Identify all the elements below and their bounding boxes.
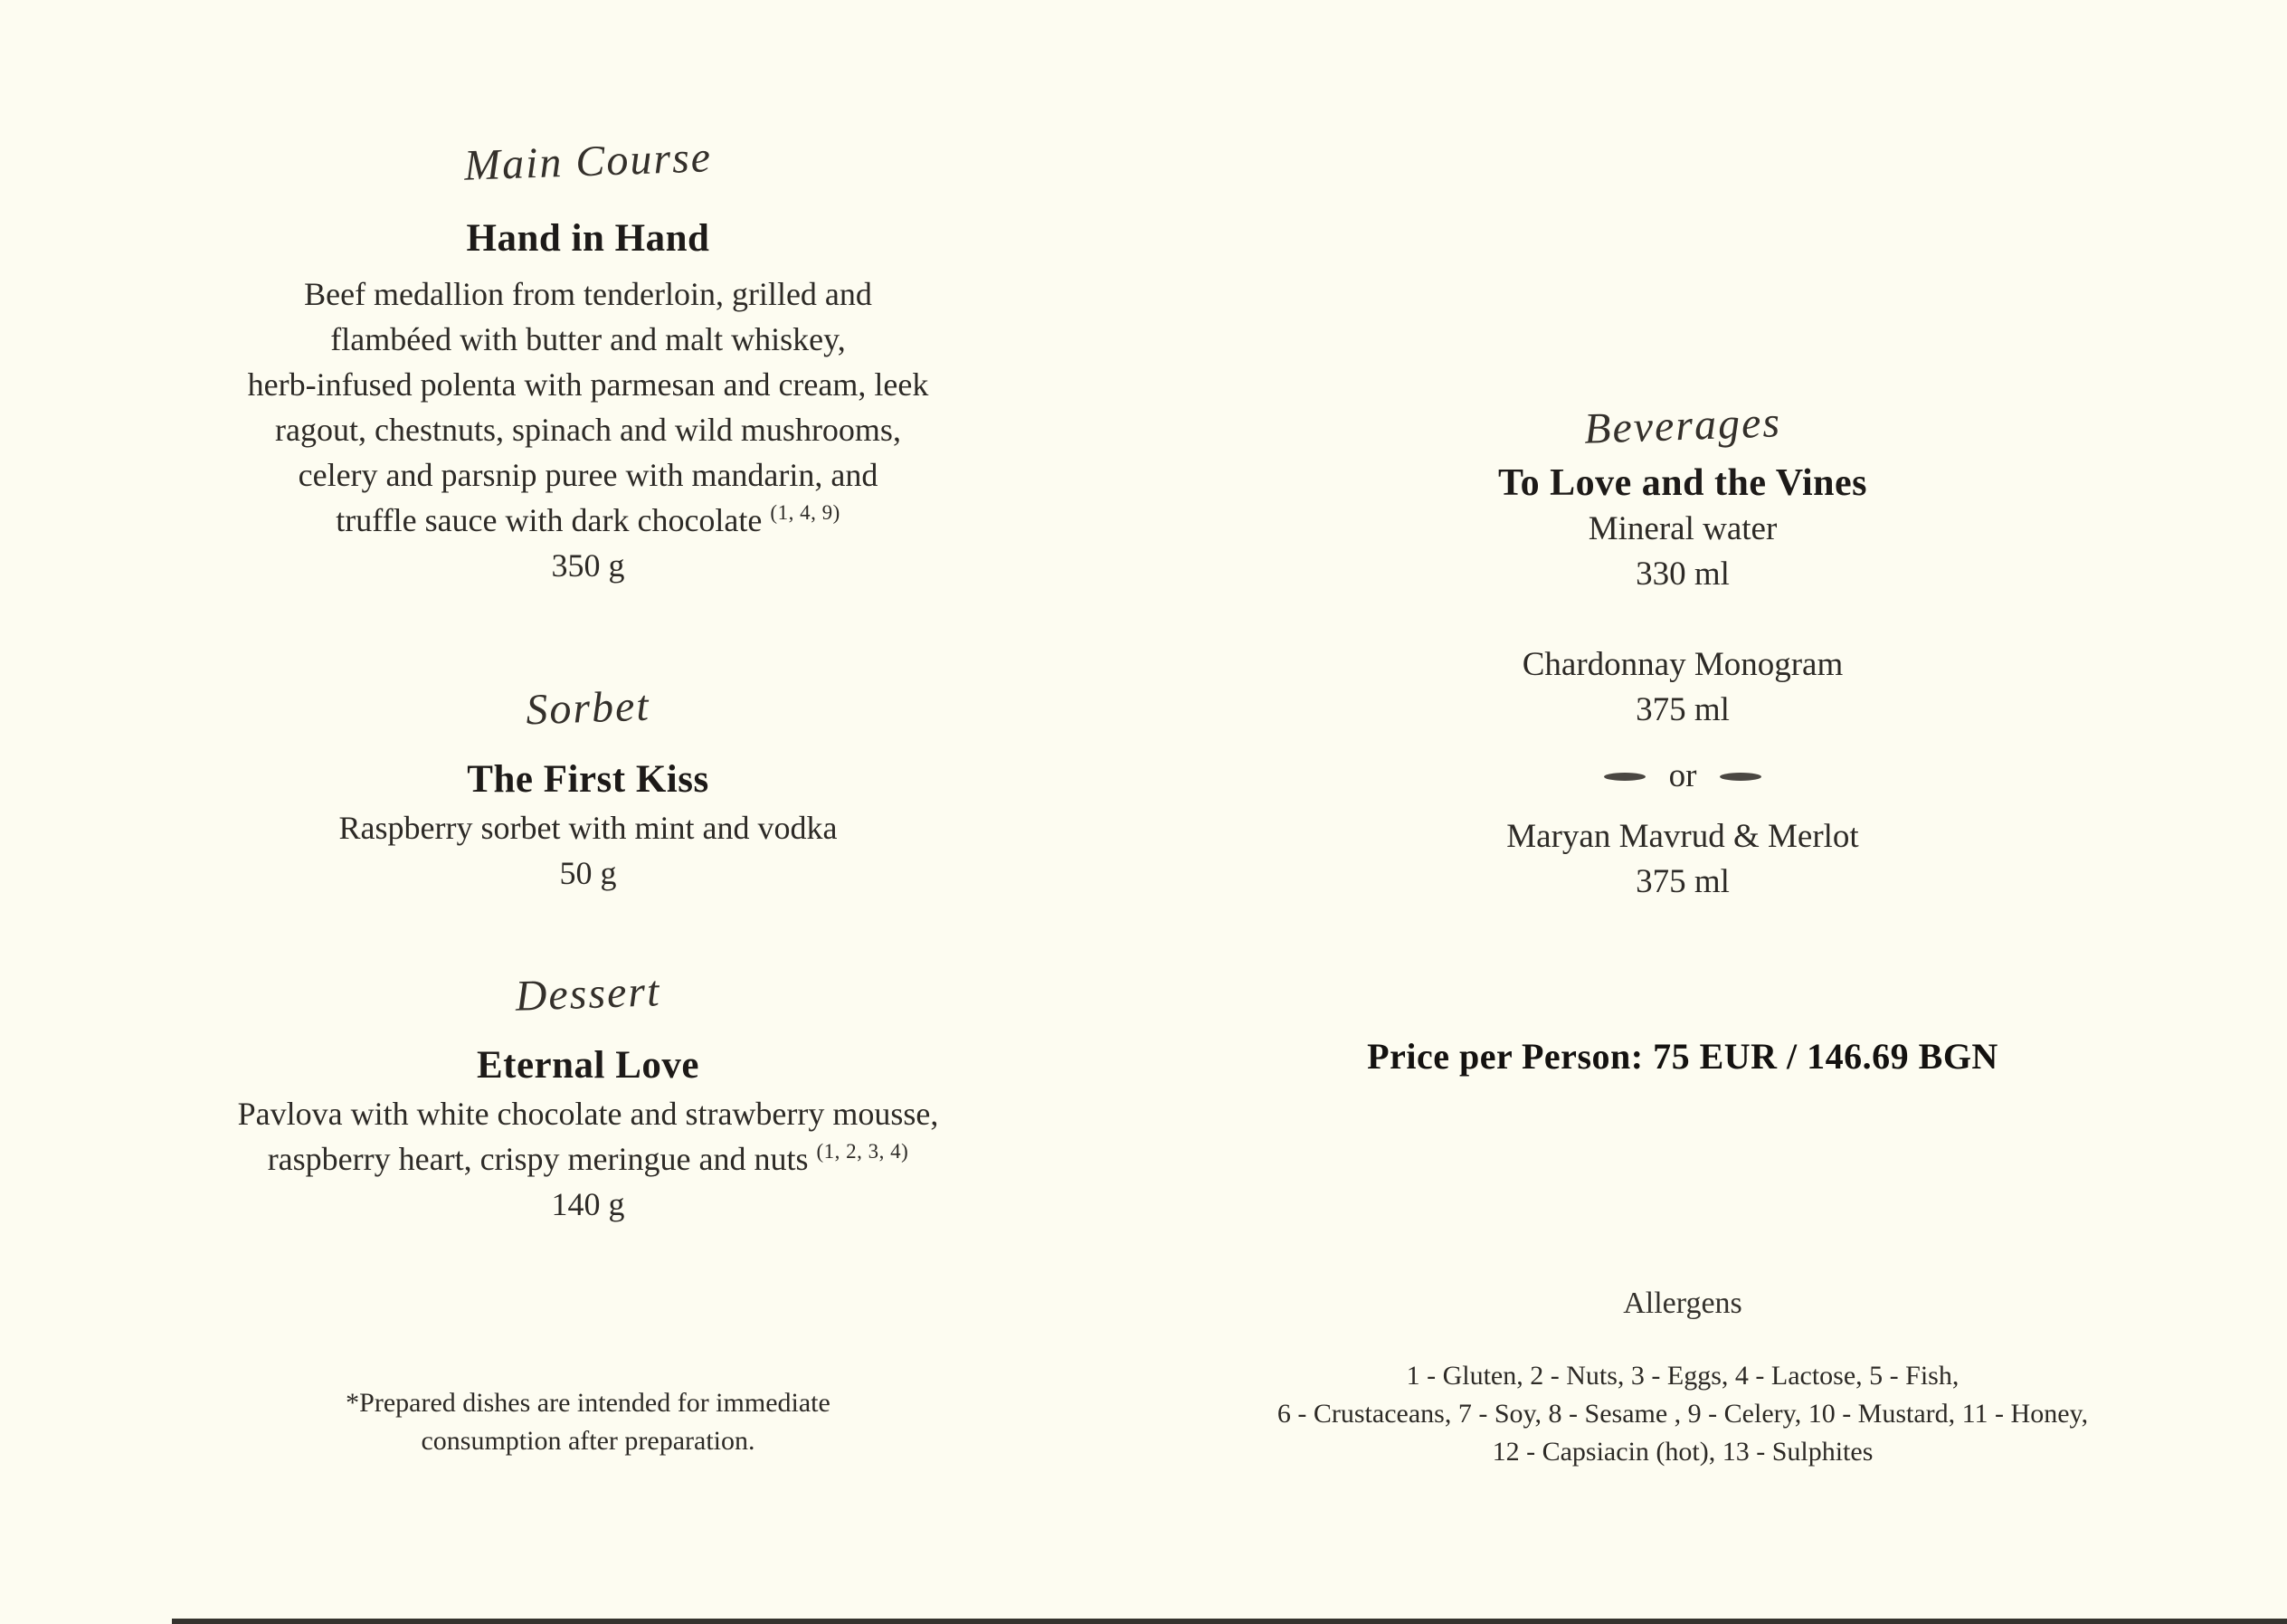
sorbet-section: [176, 680, 1000, 896]
beverage-volume: 375 ml: [1636, 691, 1730, 728]
dash-leaf-icon: [1720, 773, 1761, 781]
allergens-line: 1 - Gluten, 2 - Nuts, 3 - Eggs, 4 - Lactose, 5 - Fish,: [1406, 1361, 1960, 1391]
dish-title-hand-in-hand: Hand in Hand: [466, 217, 710, 260]
price-section: [1221, 1033, 2144, 1080]
allergens-header: Allergens: [1623, 1287, 1742, 1320]
dish-description-line: Beef medallion from tenderloin, grilled and: [304, 276, 872, 312]
beverage-name: Maryan Mavrud & Merlot: [1506, 818, 1859, 855]
price-per-person: Price per Person: 75 EUR / 146.69 BGN: [1367, 1036, 1998, 1077]
bottom-edge-line: [172, 1619, 2287, 1624]
section-label-sorbet: Sorbet: [525, 681, 651, 735]
beverage-item-mavrud-merlot: [1221, 814, 2144, 905]
section-label-dessert: Dessert: [514, 967, 662, 1021]
allergen-reference: (1, 2, 3, 4): [816, 1140, 909, 1163]
beverage-item-chardonnay: [1221, 642, 2144, 733]
dish-weight: 50 g: [559, 855, 617, 891]
allergens-line: 12 - Capsiacin (hot), 13 - Sulphites: [1492, 1437, 1874, 1467]
beverage-volume: 330 ml: [1636, 556, 1730, 593]
or-label: or: [1668, 757, 1697, 794]
dish-description-line: [176, 498, 1000, 543]
dish-description-line: herb-infused polenta with parmesan and cream, leek: [247, 366, 929, 403]
dish-description-text: truffle sauce with dark chocolate: [336, 502, 763, 538]
dessert-section: [176, 966, 1000, 1227]
section-label-beverages: Beverages: [1583, 398, 1782, 453]
dish-description-line: celery and parsnip puree with mandarin, and: [298, 457, 878, 493]
beverage-volume: 375 ml: [1636, 863, 1730, 900]
dish-weight: 350 g: [551, 547, 625, 584]
allergen-reference: (1, 4, 9): [770, 501, 840, 524]
beverages-section: [1221, 398, 2144, 905]
dish-title-first-kiss: The First Kiss: [467, 758, 709, 801]
dish-description-line: Pavlova with white chocolate and strawberry mousse,: [237, 1096, 939, 1132]
footnote-line: *Prepared dishes are intended for immediate: [346, 1388, 830, 1418]
dish-description-line: [176, 1136, 1000, 1182]
main-course-section: [176, 134, 1000, 588]
section-label-main-course: Main Course: [463, 133, 713, 190]
footnote: [176, 1384, 1000, 1460]
dish-description-text: raspberry heart, crispy meringue and nuts: [267, 1141, 809, 1177]
allergens-section: [1221, 1283, 2144, 1471]
dish-description-line: Raspberry sorbet with mint and vodka: [338, 810, 838, 846]
allergens-line: 6 - Crustaceans, 7 - Soy, 8 - Sesame , 9 - Celery, 10 - Mustard, 11 - Honey,: [1276, 1399, 2089, 1429]
dish-title-eternal-love: Eternal Love: [476, 1044, 700, 1087]
beverage-item-mineral-water: [1221, 507, 2144, 597]
or-separator: [1221, 757, 2144, 794]
dish-weight: 140 g: [551, 1186, 625, 1222]
beverage-name: Mineral water: [1588, 510, 1778, 547]
beverage-name: Chardonnay Monogram: [1522, 646, 1844, 683]
dash-leaf-icon: [1604, 773, 1646, 781]
dish-description-line: ragout, chestnuts, spinach and wild mushrooms,: [275, 412, 901, 448]
dish-description-line: flambéed with butter and malt whiskey,: [330, 321, 846, 357]
beverages-title: To Love and the Vines: [1497, 462, 1868, 504]
footnote-line: consumption after preparation.: [421, 1426, 755, 1456]
